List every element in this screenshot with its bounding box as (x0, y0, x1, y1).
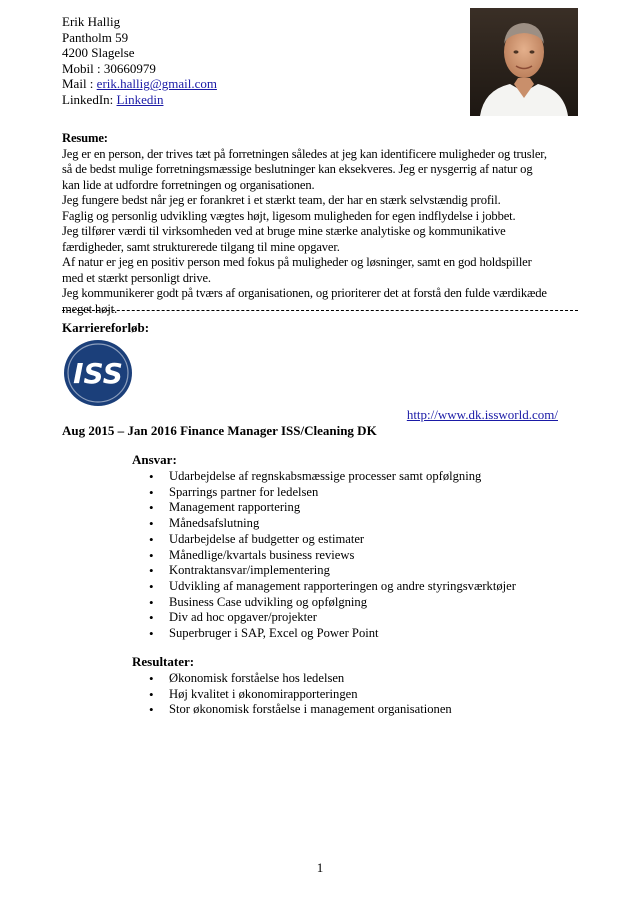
list-item: • Sparrings partner for ledelsen (132, 485, 516, 501)
linkedin-prefix: LinkedIn: (62, 91, 117, 107)
profile-photo (470, 8, 578, 116)
list-item: • Udvikling af management rapporteringen og andre styringsværktøjer (132, 579, 516, 595)
resume-heading: Resume: (62, 131, 108, 145)
resume-line: færdigheder, samt strukturerede tilgang til mine opgaver. (62, 239, 340, 254)
contact-mobile: Mobil : 30660979 (62, 60, 156, 76)
resume-line: Jeg tilfører værdi til virksomheden ved at bruge mine stærke analytiske og kommunikative (62, 224, 506, 238)
responsibilities-section (132, 452, 516, 642)
resume-line: Af natur er jeg en positiv person med fokus på muligheder og løsninger, samt en god holdspiller (62, 255, 532, 269)
contact-mail-row (62, 76, 217, 92)
company-url-link[interactable]: http://www.dk.issworld.com/ (406, 407, 558, 422)
contact-street: Pantholm 59 (62, 29, 129, 45)
resume-line: kan lide at udfordre forretningen og organisationen. (62, 177, 315, 192)
results-section (132, 654, 452, 718)
section-divider (62, 310, 578, 311)
resume-line: Jeg er en person, der trives tæt på forretningen således at jeg kan identificere muligheder og trusler, (62, 146, 547, 161)
list-item: • Udarbejdelse af regnskabsmæssige processer samt opfølgning (132, 469, 516, 485)
list-item: • Stor økonomisk forståelse i management organisationen (132, 702, 452, 718)
resume-line: Jeg kommunikerer godt på tværs af organisationen, og prioriterer det at forstå den fulde værdikæde (62, 286, 547, 300)
contact-city: 4200 Slagelse (62, 45, 135, 61)
results-heading: Resultater: (132, 654, 195, 669)
career-heading: Karriereforløb: (62, 320, 150, 335)
iss-logo (62, 338, 134, 408)
contact-block (62, 14, 217, 108)
resume-line: Jeg fungere bedst når jeg er forankret i et stærkt team, der har en stærk selvstændig profil. (62, 193, 501, 207)
linkedin-link[interactable]: Linkedin (116, 91, 164, 107)
list-item: • Høj kvalitet i økonomirapporteringen (132, 687, 452, 703)
resume-section (62, 131, 578, 317)
logo-text: ISS (73, 357, 123, 390)
job-title: Aug 2015 – Jan 2016 Finance Manager ISS/Cleaning DK (62, 423, 377, 438)
responsibilities-heading: Ansvar: (132, 452, 177, 467)
list-item: • Business Case udvikling og opfølgning (132, 595, 516, 611)
resume-line: så de bedst mulige forretningsmæssige beslutninger kan eksekveres. Jeg er nysgerrig af natur og (62, 162, 533, 176)
contact-linkedin-row (62, 92, 217, 108)
page-number: 1 (316, 860, 324, 875)
list-item: • Management rapportering (132, 500, 516, 516)
resume-line: Faglig og personlig udvikling vægtes højt, ligesom muligheden for egen indflydelse i jobbet. (62, 208, 516, 223)
list-item: • Udarbejdelse af budgetter og estimater (132, 532, 516, 548)
mail-link[interactable]: erik.hallig@gmail.com (96, 76, 217, 92)
list-item: • Kontraktansvar/implementering (132, 563, 516, 579)
list-item: • Månedsafslutning (132, 516, 516, 532)
responsibilities-list (132, 469, 516, 642)
list-item: • Div ad hoc opgaver/projekter (132, 610, 516, 626)
resume-line: meget højt. (62, 301, 118, 316)
mail-prefix: Mail : (62, 76, 97, 92)
list-item: • Superbruger i SAP, Excel og Power Point (132, 626, 516, 642)
list-item: • Økonomisk forståelse hos ledelsen (132, 671, 452, 687)
results-list (132, 671, 452, 718)
list-item: • Månedlige/kvartals business reviews (132, 548, 516, 564)
resume-line: med et stærkt personligt drive. (62, 270, 211, 285)
contact-name: Erik Hallig (62, 14, 121, 29)
